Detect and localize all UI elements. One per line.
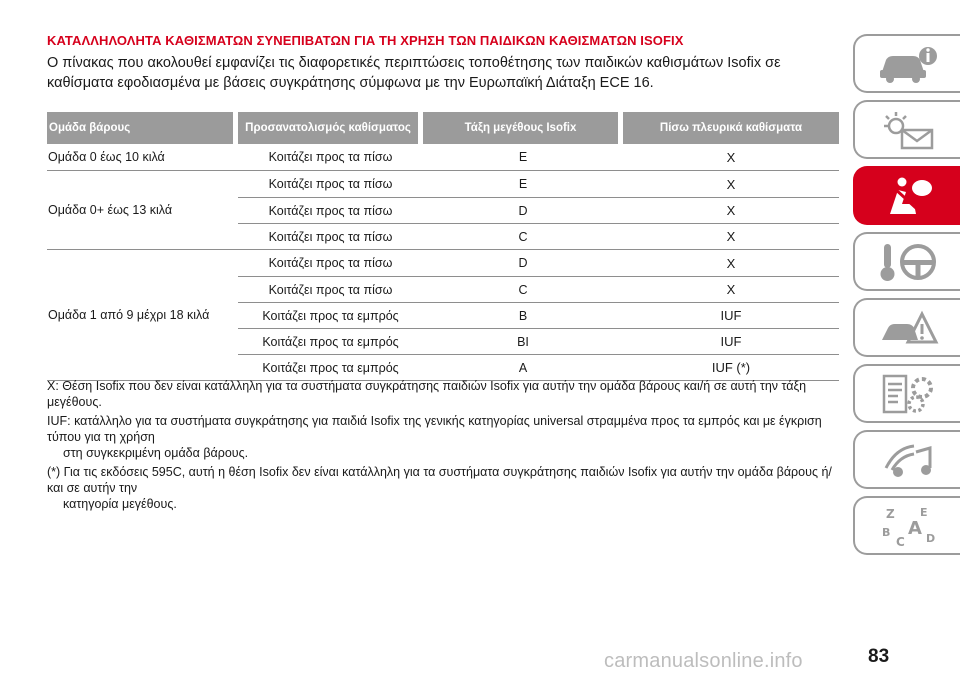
svg-text:B: B bbox=[881, 525, 890, 539]
tab-index[interactable] bbox=[853, 496, 960, 555]
isofix-table bbox=[47, 112, 839, 381]
cell-side: X bbox=[726, 203, 736, 218]
cell-side: IUF bbox=[720, 308, 742, 323]
header-size-class: Τάξη μεγέθους Isofix bbox=[423, 112, 618, 144]
tab-warning-lights[interactable] bbox=[853, 100, 960, 159]
warning-lights-message-icon bbox=[876, 108, 940, 152]
cell-size: E bbox=[518, 150, 528, 164]
cell-side: X bbox=[726, 282, 736, 297]
footnote-asterisk: (*) Για τις εκδόσεις 595C, αυτή η θέση Isofix δεν είναι κατάλληλη για τα συστήματα συγκράτησης παιδιών Isofix για αυτήν την ομάδα βάρους ή/και σε αυτήν την bbox=[47, 465, 832, 495]
svg-text:C: C bbox=[895, 534, 905, 548]
table-group bbox=[47, 144, 839, 171]
multimedia-icon bbox=[876, 438, 940, 482]
cell-orientation: Κοιτάζει προς τα πίσω bbox=[268, 177, 393, 191]
cell-size: B bbox=[518, 308, 528, 323]
footnote-asterisk-cont: κατηγορία μεγέθους. bbox=[63, 497, 177, 511]
footnote-iuf: IUF: κατάλληλο για τα συστήματα συγκράτησης για παιδιά Isofix της γενικής κατηγορίας universal στραμμένα προς τα εμπρός και με έγκριση τύπου για τη χρήση bbox=[47, 414, 822, 444]
table-group bbox=[47, 250, 839, 381]
cell-size: D bbox=[518, 256, 528, 270]
cell-size: BI bbox=[517, 334, 529, 349]
table-row bbox=[238, 250, 839, 276]
watermark: carmanualsonline.info bbox=[604, 650, 803, 672]
cell-orientation: Κοιτάζει προς τα εμπρός bbox=[262, 308, 399, 323]
maintenance-gears-icon bbox=[876, 372, 940, 416]
tab-maintenance[interactable] bbox=[853, 364, 960, 423]
cell-side: IUF (*) bbox=[711, 360, 751, 375]
footnote-iuf-cont: στη συγκεκριμένη ομάδα βάρους. bbox=[63, 446, 249, 460]
cell-side: X bbox=[726, 176, 736, 192]
cell-side: X bbox=[726, 255, 736, 271]
road-emergency-icon bbox=[876, 306, 940, 350]
footnotes bbox=[47, 378, 842, 515]
tab-emergency[interactable] bbox=[853, 298, 960, 357]
svg-text:Z: Z bbox=[885, 506, 895, 521]
group-label: Ομάδα 0+ έως 13 κιλά bbox=[48, 203, 173, 217]
cell-orientation: Κοιτάζει προς τα πίσω bbox=[268, 229, 393, 244]
table-row bbox=[238, 302, 839, 328]
table-row bbox=[238, 144, 839, 170]
cell-size: C bbox=[518, 282, 528, 297]
tab-car-info[interactable] bbox=[853, 34, 960, 93]
cell-orientation: Κοιτάζει προς τα πίσω bbox=[268, 282, 393, 297]
group-label: Ομάδα 1 από 9 μέχρι 18 κιλά bbox=[48, 308, 210, 322]
header-rear-side-seats: Πίσω πλευρικά καθίσματα bbox=[623, 112, 839, 144]
cell-orientation: Κοιτάζει προς τα εμπρός bbox=[262, 334, 399, 349]
header-orientation: Προσανατολισμός καθίσματος bbox=[238, 112, 418, 144]
page-title: ΚΑΤΑΛΛΗΛΟΛΗΤΑ ΚΑΘΙΣΜΑΤΩΝ ΣΥΝΕΠΙΒΑΤΩΝ ΓΙΑ ΤΗ ΧΡΗΣΗ ΤΩΝ ΠΑΙΔΙΚΩΝ ΚΑΘΙΣΜΑΤΩΝ ISOFIX bbox=[47, 33, 684, 48]
table-row bbox=[238, 171, 839, 197]
tab-starting-driving[interactable] bbox=[853, 232, 960, 291]
header-weight-group: Ομάδα βάρους bbox=[47, 112, 233, 144]
cell-orientation: Κοιτάζει προς τα πίσω bbox=[268, 150, 393, 164]
table-row bbox=[238, 223, 839, 249]
table-row bbox=[238, 197, 839, 223]
cell-side: X bbox=[726, 229, 736, 244]
svg-text:D: D bbox=[925, 531, 935, 545]
cell-size: C bbox=[518, 229, 528, 244]
cell-orientation: Κοιτάζει προς τα πίσω bbox=[268, 203, 393, 218]
cell-orientation: Κοιτάζει προς τα πίσω bbox=[268, 256, 393, 270]
group-label: Ομάδα 0 έως 10 κιλά bbox=[48, 150, 165, 164]
alphabetical-index-icon bbox=[876, 504, 940, 548]
svg-text:E: E bbox=[919, 505, 928, 519]
tab-multimedia[interactable] bbox=[853, 430, 960, 489]
tab-safety[interactable] bbox=[853, 166, 960, 225]
page-number: 83 bbox=[868, 646, 890, 667]
chapter-tabs bbox=[853, 34, 960, 562]
intro-paragraph: Ο πίνακας που ακολουθεί εμφανίζει τις διαφορετικές περιπτώσεις τοποθέτησης των παιδικών καθισμάτων Isofix σε καθίσματα εφοδιασμένα με βάσεις συγκράτησης σύμφωνα με την Ευρωπαϊκή Διάταξη ECE 16. bbox=[47, 55, 781, 91]
footnote-x: X: Θέση Isofix που δεν είναι κατάλληλη για τα συστήματα συγκράτησης παιδιών Isofix για αυτήν την ομάδα βάρους και/ή σε αυτή την τάξη μεγέθους. bbox=[47, 379, 807, 409]
cell-side: X bbox=[726, 149, 736, 165]
cell-size: A bbox=[518, 360, 528, 375]
cell-size: E bbox=[518, 177, 528, 191]
car-info-icon bbox=[876, 42, 940, 86]
cell-side: IUF bbox=[720, 334, 742, 349]
table-header bbox=[47, 112, 839, 144]
table-row bbox=[238, 276, 839, 302]
key-steering-wheel-icon bbox=[876, 240, 940, 284]
cell-size: D bbox=[518, 203, 528, 218]
seat-airbag-icon bbox=[876, 174, 940, 218]
table-row bbox=[238, 354, 839, 380]
table-row bbox=[238, 328, 839, 354]
table-group bbox=[47, 171, 839, 250]
cell-orientation: Κοιτάζει προς τα εμπρός bbox=[262, 360, 399, 375]
svg-text:A: A bbox=[907, 517, 922, 539]
